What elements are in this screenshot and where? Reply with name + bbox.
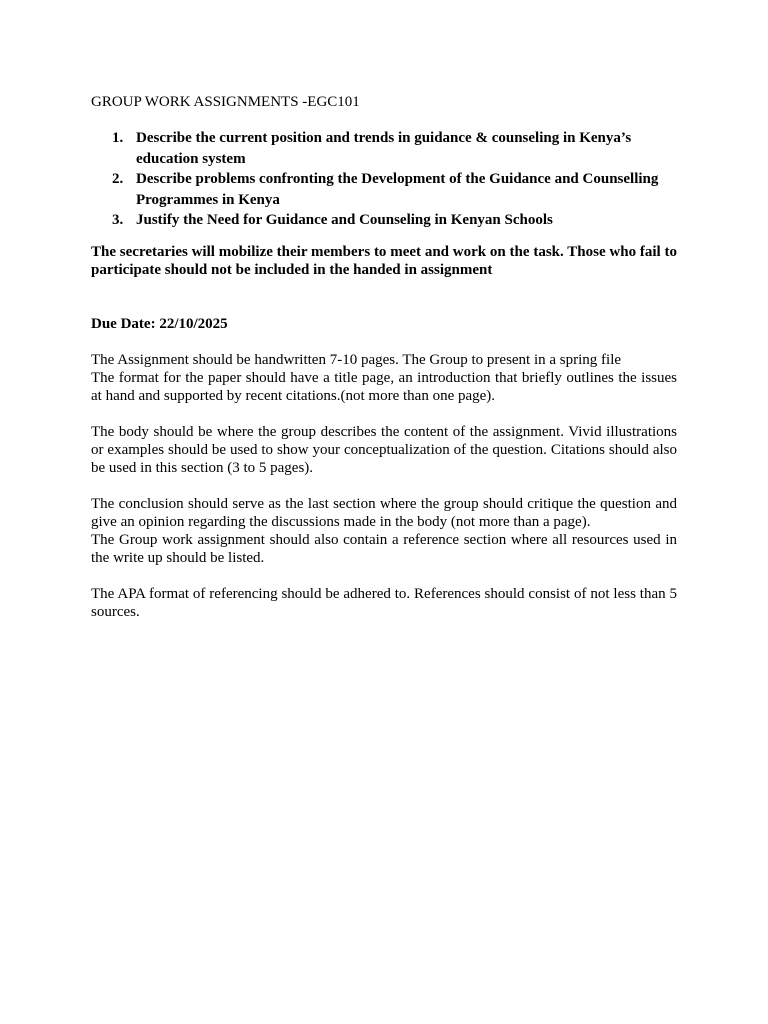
task-item-1 (91, 128, 677, 169)
task-text: Describe the current position and trends in guidance & counseling in Kenya’s education system (136, 130, 632, 167)
document-title: GROUP WORK ASSIGNMENTS -EGC101 (91, 94, 360, 110)
paragraph-handwritten: The Assignment should be handwritten 7-10 pages. The Group to present in a spring file (91, 351, 622, 368)
paragraph-body-section: The body should be where the group describes the content of the assignment. Vivid illustrations or examples should be used to show your conceptualization of the question. Citations should also be used in this section (3 to 5 pages). (91, 423, 677, 476)
task-item-2 (91, 169, 677, 210)
paragraph-conclusion: The conclusion should serve as the last section where the group should critique the question and give an opinion regarding the discussions made in the body (not more than a page). (91, 495, 677, 530)
task-text: Describe problems confronting the Development of the Guidance and Counselling Programmes in Kenya (136, 171, 659, 208)
paragraph-spacer (91, 477, 677, 495)
paragraph-format: The format for the paper should have a title page, an introduction that briefly outlines the issues at hand and supported by recent citations.(not more than one page). (91, 369, 677, 404)
paragraph-apa: The APA format of referencing should be adhered to. References should consist of not less than 5 sources. (91, 585, 677, 620)
task-number: 2. (112, 171, 124, 187)
task-text: Justify the Need for Guidance and Counseling in Kenyan Schools (136, 212, 553, 228)
task-item-3 (91, 210, 677, 231)
paragraph-spacer (91, 405, 677, 423)
document-page (91, 93, 677, 621)
task-list (91, 128, 677, 231)
due-date: Due Date: 22/10/2025 (91, 315, 228, 332)
paragraph-spacer (91, 567, 677, 585)
task-number: 3. (112, 212, 124, 228)
task-number: 1. (112, 130, 124, 146)
paragraph-references: The Group work assignment should also contain a reference section where all resources used in the write up should be listed. (91, 531, 677, 566)
secretaries-note: The secretaries will mobilize their members to meet and work on the task. Those who fail to participate should not be included in the handed in assignment (91, 243, 677, 278)
